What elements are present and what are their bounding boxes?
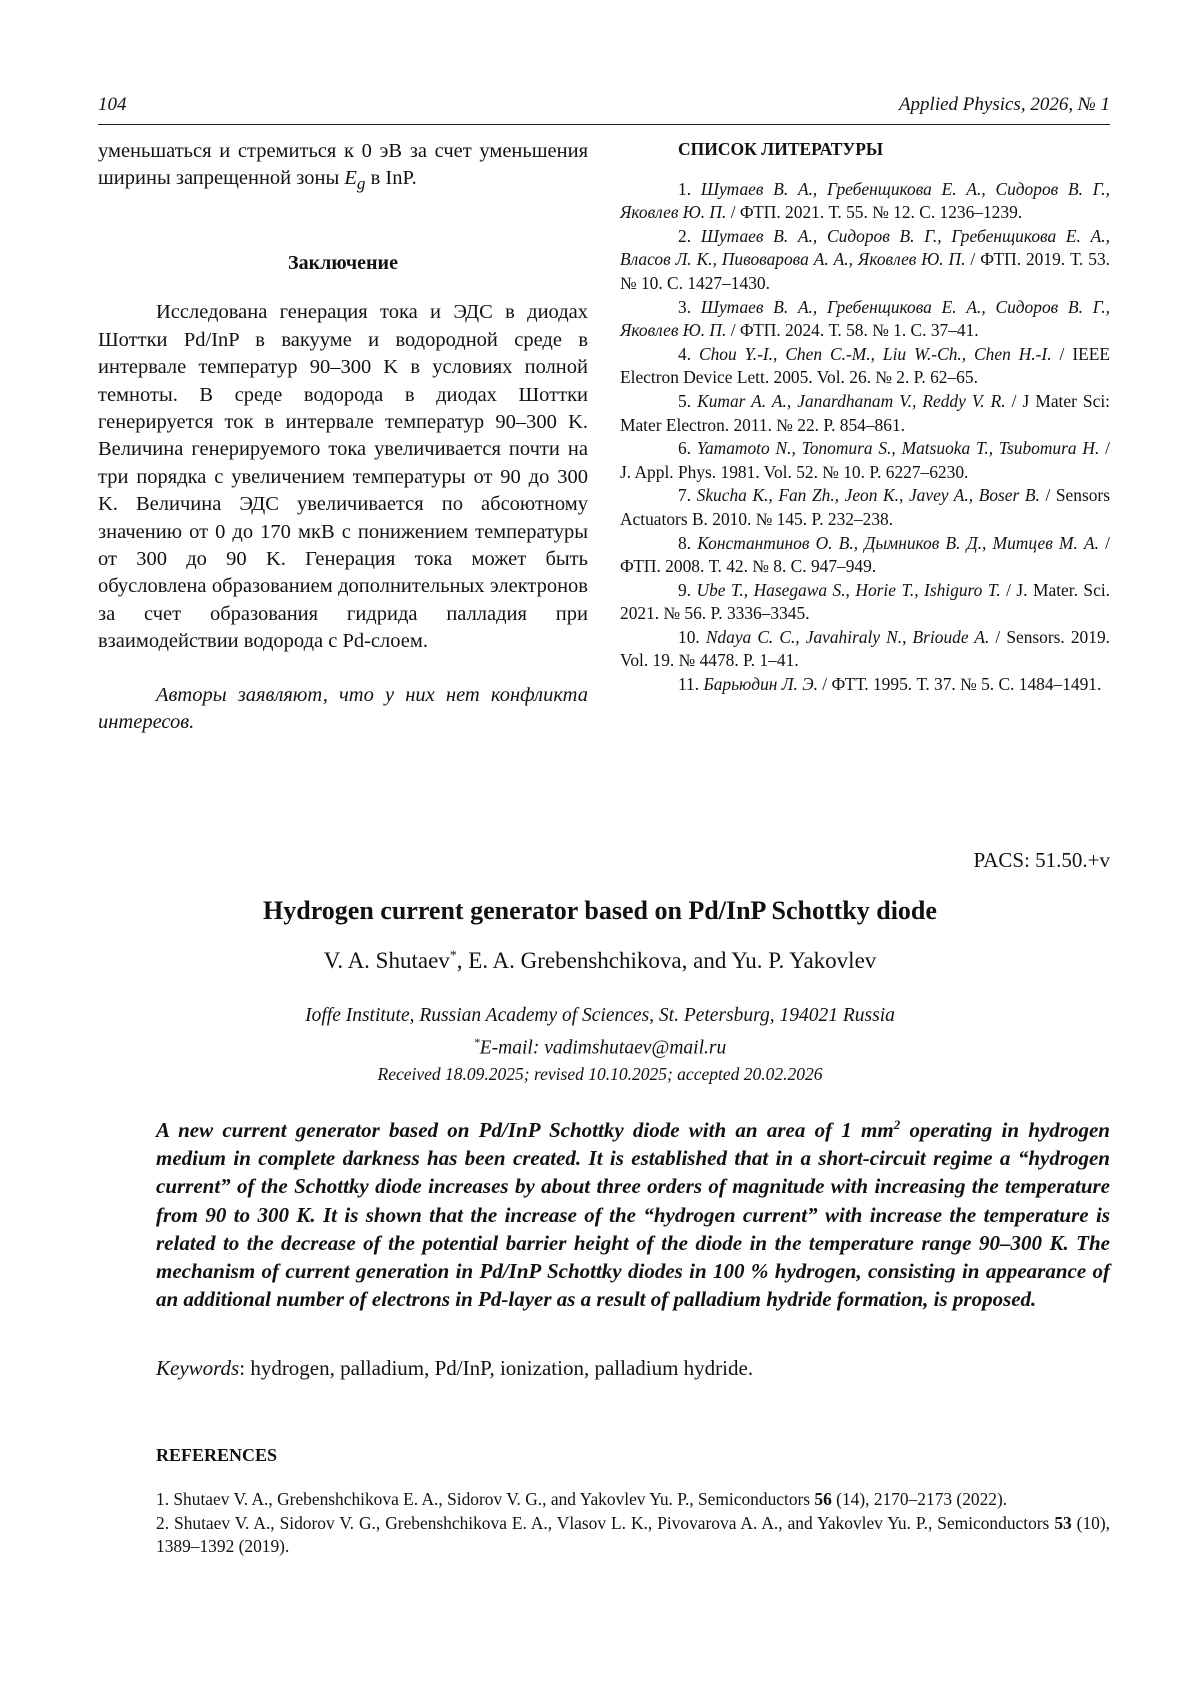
reference-item: 2. Шутаев В. А., Сидоров В. Г., Гребенщикова Е. А., Власов Л. К., Пивоварова А. А., Яковлев Ю. П. / ФТП. 2019. Т. 53. № 10. С. 1427–1430. (620, 225, 1111, 293)
keywords-label: Keywords (156, 1356, 240, 1380)
english-title: Hydrogen current generator based on Pd/InP Schottky diode (263, 896, 937, 925)
reference-item: 4. Chou Y.-I., Chen C.-M., Liu W.-Ch., Chen H.-I. / IEEE Electron Device Lett. 2005. Vol. 26. № 2. P. 62–65. (620, 343, 1111, 388)
reference-item: 5. Kumar A. A., Janardhanam V., Reddy V. R. / J Mater Sci: Mater Electron. 2011. № 22. P. 854–861. (620, 390, 1110, 435)
keywords (156, 1356, 1110, 1381)
conclusion-text: Исследована генерация тока и ЭДС в диодах Шоттки Pd/InP в вакууме и водородной среде в интервале температур 90–300 K в условиях полной темноты. В среде водорода в диодах Шоттки генерируется ток в интервале температур 90–300 K. Величина генерируемого тока увеличивается почти на три порядка с увеличением температуры от 90 до 300 K. Величина ЭДС увеличивается по абсоютному значению от 0 до 170 мкВ с понижением температуры от 300 до 90 K. Генерация тока может быть обусловлена образованием дополнительных электронов за счет образования гидрида палладия при взаимодействии водорода с Pd-слоем. (98, 301, 588, 653)
received-dates: Received 18.09.2025; revised 10.10.2025; accepted 20.02.2026 (377, 1064, 823, 1084)
reference-item: 2. Shutaev V. A., Sidorov V. G., Grebenshchikova E. A., Vlasov L. K., Pivovarova A. A., and Yakovlev Yu. P., Semiconductors 53 (10), 1389–1392 (2019). (156, 1512, 1110, 1557)
english-abstract: A new current generator based on Pd/InP Schottky diode with an area of 1 $mm^2$ operating in hydrogen medium in complete darkness has been created. It is established that in a short-circuit regime a “hydrogen current” of the Schottky diode increases by about three orders of magnitude with increasing the temperature from 90 to 300 K. It is shown that the increase of the “hydrogen current” with increase the temperature is related to the decrease of the potential barrier height of the diode in the temperature range 90–300 K. The mechanism of current generation in Pd/InP Schottky diodes in 100 % hydrogen, consisting in appearance of an additional number of electrons in Pd-layer as a result of palladium hydride formation, is proposed. (156, 1117, 1110, 1312)
acknowledgement: Авторы заявляют, что у них нет конфликта интересов. (98, 683, 588, 733)
corresponding-author-mark: * (449, 948, 457, 964)
reference-item: 8. Константинов О. В., Дымников В. Д., Митцев М. А. / ФТП. 2008. Т. 42. № 8. С. 947–949. (620, 532, 1111, 577)
reference-item: 7. Skucha K., Fan Zh., Jeon K., Javey A., Boser B. / Sensors Actuators B. 2010. № 145. P. 232–238. (620, 485, 1110, 529)
references-list-en (156, 1488, 1110, 1559)
running-header (98, 94, 1110, 125)
references-list-ru (620, 178, 1110, 697)
reference-item: 3. Шутаев В. А., Гребенщикова Е. А., Сидоров В. Г., Яковлев Ю. П. / ФТП. 2024. Т. 58. № 1. С. 37–41. (620, 296, 1111, 341)
reference-item: 9. Ube T., Hasegawa S., Horie T., Ishiguro T. / J. Mater. Sci. 2021. № 56. P. 3336–3345. (620, 579, 1110, 624)
journal-name: Applied Physics, 2026, № 1 (898, 94, 1110, 115)
pacs-code: PACS: 51.50.+v (973, 848, 1110, 872)
conclusion-heading: Заключение (288, 251, 398, 274)
right-column (620, 138, 1110, 697)
references-heading-en: REFERENCES (156, 1445, 278, 1465)
keywords-list: : hydrogen, palladium, Pd/InP, ionization, palladium hydride. (239, 1356, 754, 1380)
left-column (98, 138, 588, 736)
reference-item: 1. Шутаев В. А., Гребенщикова Е. А., Сидоров В. Г., Яковлев Ю. П. / ФТП. 2021. Т. 55. № 12. С. 1236–1239. (620, 178, 1111, 223)
eg-symbol: $E_g$ (344, 167, 366, 194)
reference-item: 10. Ndaya C. C., Javahiraly N., Brioude A. / Sensors. 2019. Vol. 19. № 4478. P. 1–41. (620, 626, 1110, 671)
email-line: *E-mail: vadimshutaev@mail.ru (473, 1035, 727, 1059)
affiliation: Ioffe Institute, Russian Academy of Sciences, St. Petersburg, 194021 Russia (305, 1005, 895, 1026)
affiliation-block (0, 1003, 1200, 1062)
continued-text-end: в InP. (365, 167, 417, 190)
reference-item: 1. Shutaev V. A., Grebenshchikova E. A., Sidorov V. G., and Yakovlev Yu. P., Semiconductors 56 (14), 2170–2173 (2022). (156, 1489, 1008, 1509)
reference-item: 6. Yamamoto N., Tonomura S., Matsuoka T., Tsubomura H. / J. Appl. Phys. 1981. Vol. 52. № 10. P. 6227–6230. (620, 438, 1110, 482)
page-number: 104 (98, 94, 127, 115)
reference-item: 11. Барьюдин Л. Э. / ФТТ. 1995. Т. 37. № 5. С. 1484–1491. (678, 674, 1102, 695)
continued-text: уменьшаться и стремиться к 0 эВ за счет уменьшения ширины запрещенной зоны (98, 140, 588, 190)
continued-paragraph (98, 138, 588, 198)
english-authors: V. A. Shutaev*, E. A. Grebenshchikova, and Yu. P. Yakovlev (323, 948, 877, 973)
references-heading-ru: СПИСОК ЛИТЕРАТУРЫ (678, 139, 884, 159)
